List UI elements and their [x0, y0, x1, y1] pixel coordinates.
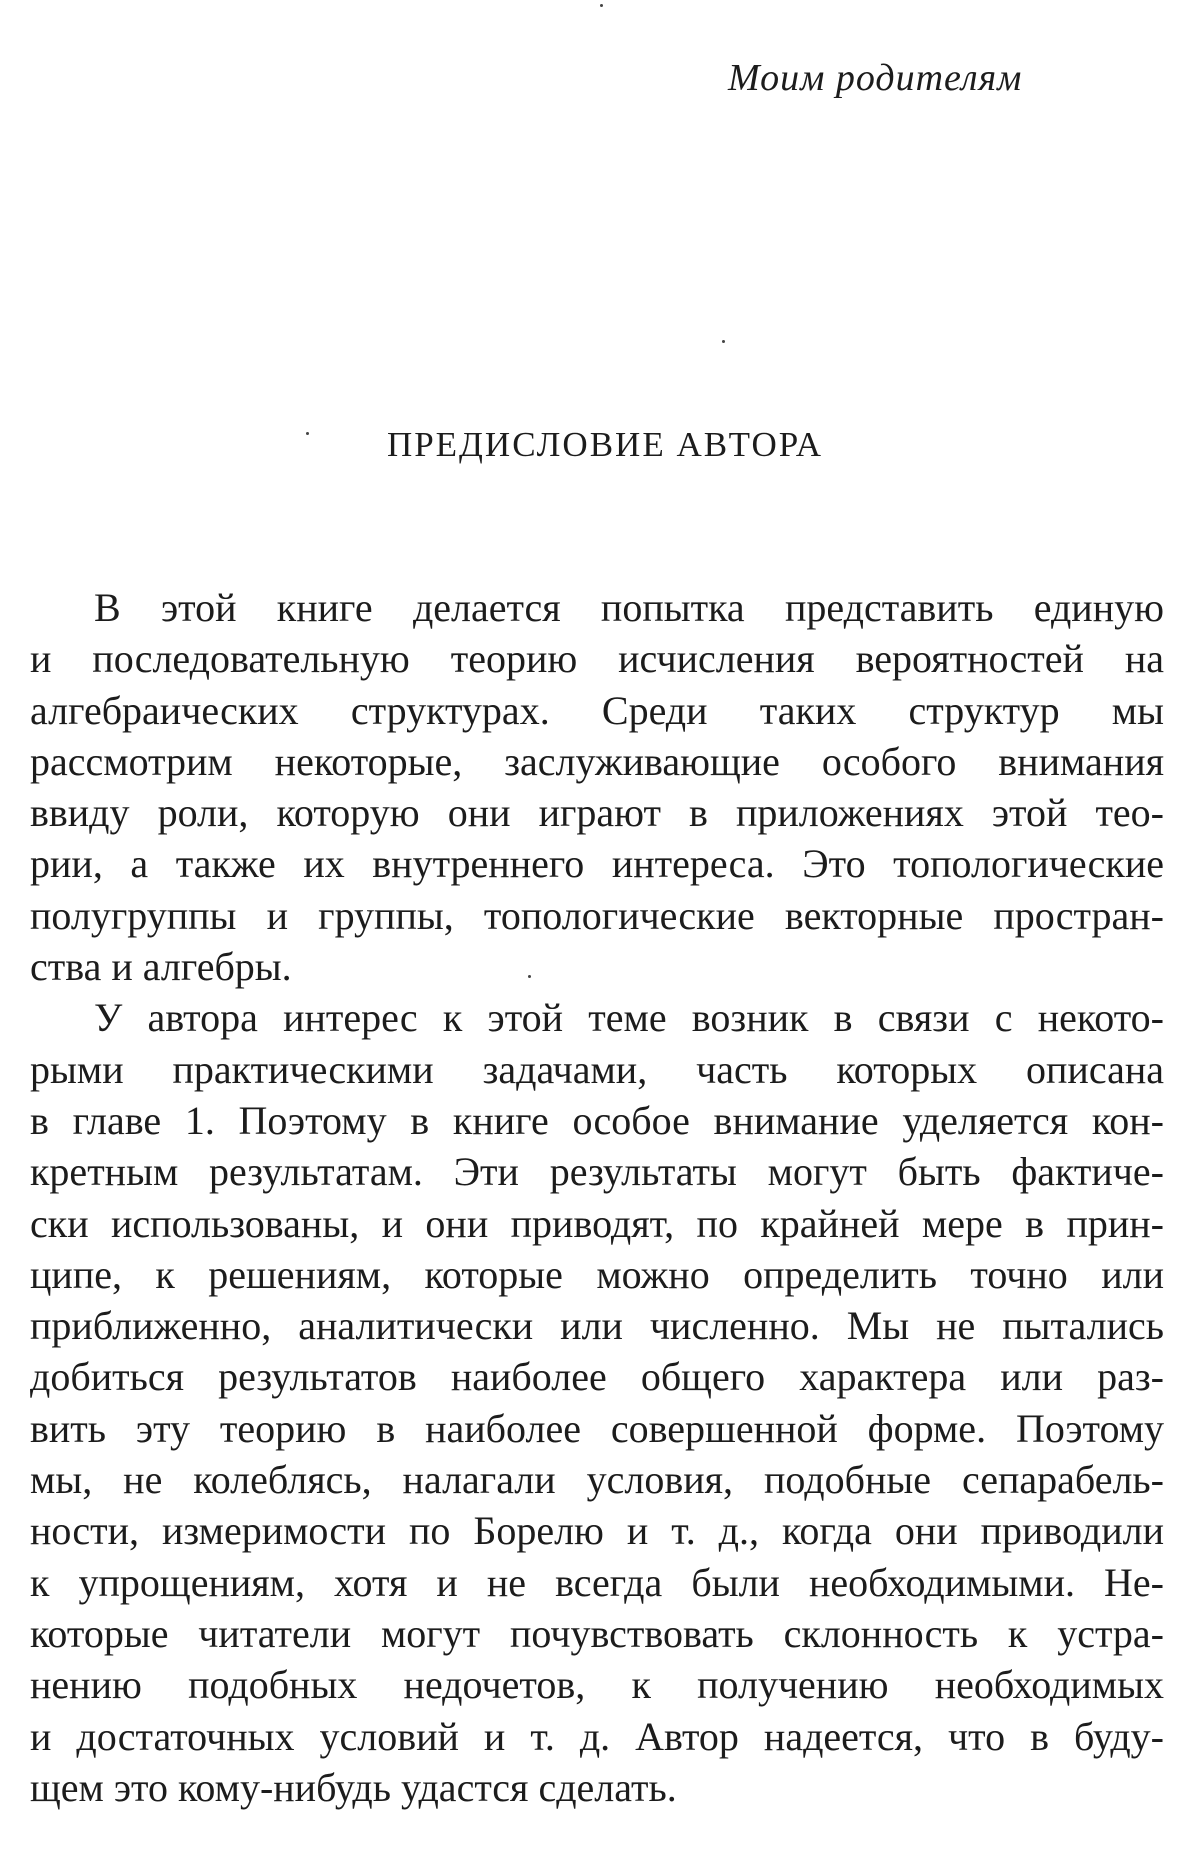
scan-speck: [306, 432, 309, 435]
scan-speck: [600, 4, 603, 7]
text-line: и достаточных условий и т. д. Автор надеется, что в буду-: [30, 1713, 1164, 1759]
text-line: ски использованы, и они приводят, по крайней мере в прин-: [30, 1200, 1164, 1246]
text-line: рыми практическими задачами, часть которых описана: [30, 1046, 1164, 1092]
text-line: У автора интерес к этой теме возник в связи с некото-: [94, 995, 1164, 1041]
text-line: которые читатели могут почувствовать склонность к устра-: [30, 1610, 1164, 1656]
text-line: и последовательную теорию исчисления вероятностей на: [30, 636, 1164, 682]
text-line: нению подобных недочетов, к получению необходимых: [30, 1662, 1164, 1708]
text-line: ввиду роли, которую они играют в приложениях этой тео-: [30, 790, 1164, 836]
text-line: ства и алгебры.: [30, 944, 292, 990]
scan-speck: [528, 975, 531, 978]
text-line: к упрощениям, хотя и не всегда были необходимыми. Не-: [30, 1559, 1164, 1605]
preface-body: [30, 582, 1164, 1813]
text-line: рии, а также их внутреннего интереса. Это топологические: [30, 841, 1164, 887]
text-line: полугруппы и группы, топологические векторные простран-: [30, 892, 1164, 938]
scan-speck: [722, 340, 725, 343]
text-line: вить эту теорию в наиболее совершенной форме. Поэтому: [30, 1405, 1164, 1451]
paragraph-2: [30, 992, 1164, 1813]
text-line: ципе, к решениям, которые можно определить точно или: [30, 1251, 1164, 1297]
text-line: рассмотрим некоторые, заслуживающие особого внимания: [30, 738, 1164, 784]
text-line: алгебраических структурах. Среди таких структур мы: [30, 687, 1164, 733]
text-line: добиться результатов наиболее общего характера или раз-: [30, 1354, 1164, 1400]
text-line: приближенно, аналитически или численно. Мы не пытались: [30, 1303, 1164, 1349]
dedication: Моим родителям: [728, 57, 1023, 99]
text-line: мы, не колеблясь, налагали условия, подобные сепарабель-: [30, 1457, 1164, 1503]
text-line: щем это кому-нибудь удастся сделать.: [30, 1764, 677, 1810]
text-line: В этой книге делается попытка представить единую: [94, 585, 1164, 630]
text-line: ности, измеримости по Борелю и т. д., когда они приводили: [30, 1508, 1164, 1554]
text-line: кретным результатам. Эти результаты могут быть фактиче-: [30, 1149, 1164, 1195]
paragraph-1: [30, 582, 1164, 992]
page-title: ПРЕДИСЛОВИЕ АВТОРА: [386, 425, 824, 464]
text-line: в главе 1. Поэтому в книге особое внимание уделяется кон-: [30, 1097, 1164, 1143]
